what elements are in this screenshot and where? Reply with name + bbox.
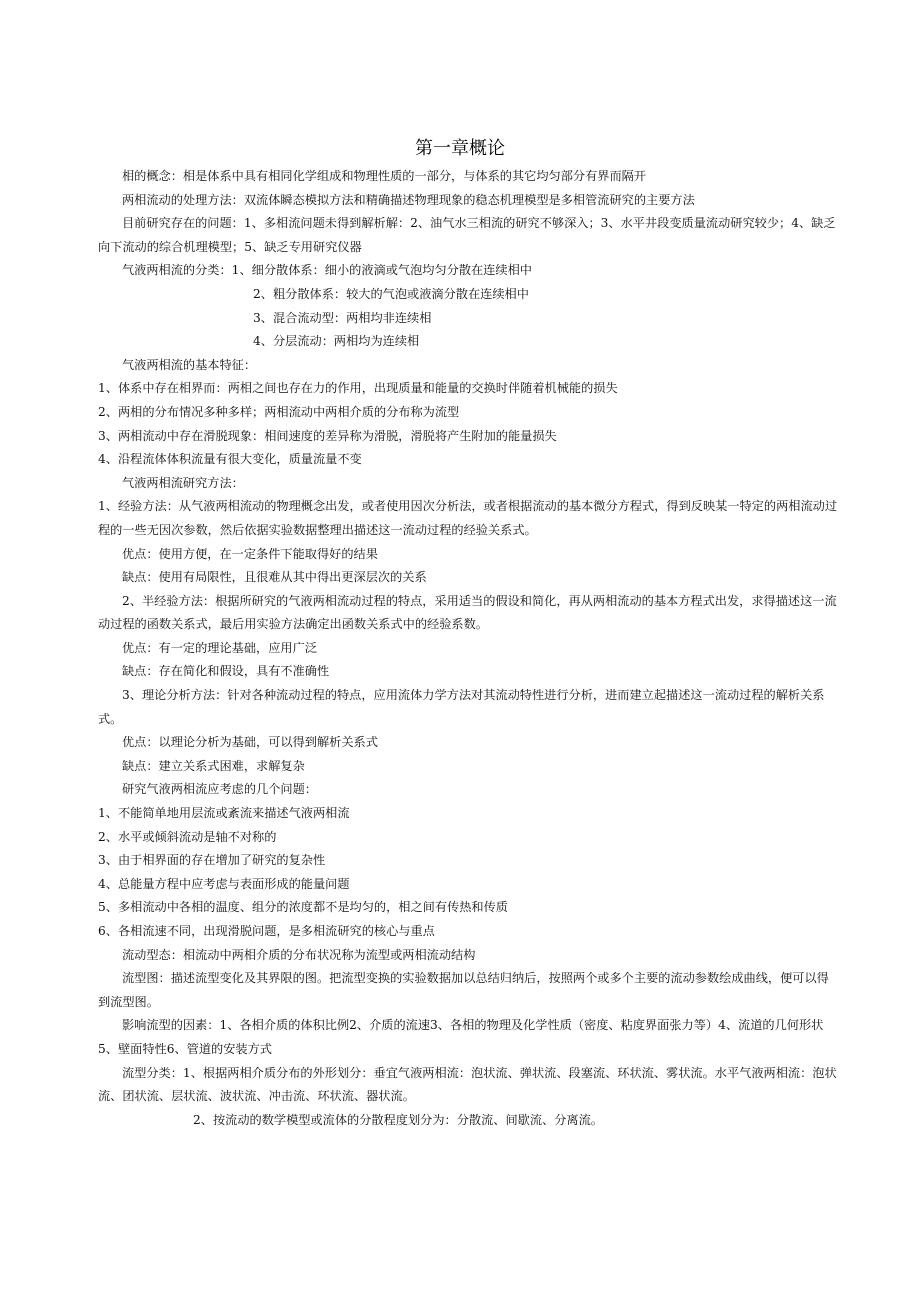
paragraph-feature-4: 4、沿程流体体积流量有很大变化，质量流量不变 xyxy=(98,452,362,467)
paragraph-consideration-4: 4、总能量方程中应考虑与表面形成的能量问题 xyxy=(98,876,350,891)
paragraph-feature-1: 1、体系中存在相界而：两相之间也存在力的作用，出现质量和能量的交换时伴随着机械能的损失 xyxy=(98,381,618,396)
paragraph-influencing-factors: 影响流型的因素：1、各相介质的体积比例2、介质的流速3、各相的物理及化学性质（密度、粘度界面张力等）4、流道的几何形状5、壁面特性6、管道的安装方式 xyxy=(98,1018,824,1056)
paragraph-phase-concept: 相的概念：相是体系中具有相同化学组成和物理性质的一部分，与体系的其它均匀部分有界而隔开 xyxy=(122,169,647,183)
paragraph-theoretical-method: 3、理论分析方法：针对各种流动过程的特点，应用流体力学方法对其流动特性进行分析，进而建立起描述这一流动过程的解析关系式。 xyxy=(98,688,825,726)
paragraph-flow-classification-2: 2、按流动的数学模型或流体的分散程度划分为：分散流、间歇流、分离流。 xyxy=(193,1112,603,1127)
paragraph-empirical-pros: 优点：使用方便，在一定条件下能取得好的结果 xyxy=(122,546,378,561)
paragraph-theoretical-pros: 优点：以理论分析为基础，可以得到解析关系式 xyxy=(122,735,378,750)
paragraph-consideration-3: 3、由于相界面的存在增加了研究的复杂性 xyxy=(98,853,326,868)
paragraph-theoretical-cons: 缺点：建立关系式困难，求解复杂 xyxy=(122,758,305,773)
paragraph-consideration-6: 6、各相流速不同，出现滑脱问题，是多相流研究的核心与重点 xyxy=(98,924,435,938)
paragraph-classification-2: 2、粗分散体系：较大的气泡或液滴分散在连续相中 xyxy=(253,286,529,301)
paragraph-current-problems: 目前研究存在的问题：1、多相流问题未得到解析解：2、油气水三相流的研究不够深入；3、水平井段变质量流动研究较少；4、缺乏向下流动的综合机理模型；5、缺乏专用研究仪器 xyxy=(98,216,836,254)
paragraph-processing-methods: 两相流动的处理方法：双流体瞬态模拟方法和精确描述物理现象的稳态机理模型是多相管流研究的主要方法 xyxy=(122,192,695,207)
paragraph-feature-3: 3、两相流动中存在滑脱现象：相间速度的差异称为滑脱，滑脱将产生附加的能量损失 xyxy=(98,428,557,443)
paragraph-flow-pattern: 流动型态：相流动中两相介质的分布状况称为流型或两相流动结构 xyxy=(122,947,476,962)
paragraph-consideration-2: 2、水平或倾斜流动是轴不对称的 xyxy=(98,829,277,844)
paragraph-empirical-cons: 缺点：使用有局限性，且很难从其中得出更深层次的关系 xyxy=(122,570,427,585)
page-title: 第一章概论 xyxy=(415,138,505,159)
paragraph-flow-pattern-map: 流型图：描述流型变化及其界限的图。把流型变换的实验数据加以总结归纳后，按照两个或多个主要的流动参数绘成曲线，便可以得到流型图。 xyxy=(98,971,829,1009)
paragraph-classification-4: 4、分层流动：两相均为连续相 xyxy=(253,334,420,349)
document-body xyxy=(98,165,838,1132)
paragraph-classification: 气液两相流的分类：1、细分散体系：细小的液滴或气泡均匀分散在连续相中 xyxy=(122,263,532,278)
paragraph-consideration-1: 1、不能简单地用层流或紊流来描述气液两相流 xyxy=(98,806,350,821)
paragraph-feature-2: 2、两相的分布情况多种多样；两相流动中两相介质的分布称为流型 xyxy=(98,404,460,419)
paragraph-considerations-heading: 研究气液两相流应考虑的几个问题： xyxy=(122,782,317,797)
paragraph-semi-empirical-cons: 缺点：存在简化和假设，具有不准确性 xyxy=(122,664,330,679)
paragraph-classification-3: 3、混合流动型：两相均非连续相 xyxy=(253,310,432,325)
paragraph-consideration-5: 5、多相流动中各相的温度、组分的浓度都不是均匀的，相之间有传热和传质 xyxy=(98,900,508,915)
paragraph-semi-empirical-pros: 优点：有一定的理论基础，应用广泛 xyxy=(122,640,317,655)
paragraph-methods-heading: 气液两相流研究方法： xyxy=(122,475,244,490)
paragraph-features-heading: 气液两相流的基本特征： xyxy=(122,357,257,372)
paragraph-empirical-method: 1、经验方法：从气液两相流动的物理概念出发，或者使用因次分析法，或者根据流动的基本微分方程式，得到反映某一特定的两相流动过程的一些无因次参数，然后依据实验数据整理出描述这一流动过程的经验关系式。 xyxy=(98,499,838,537)
paragraph-semi-empirical-method: 2、半经验方法：根据所研究的气液两相流动过程的特点，采用适当的假设和简化，再从两相流动的基本方程式出发，求得描述这一流动过程的函数关系式，最后用实验方法确定出函数关系式中的经验系数。 xyxy=(98,593,837,632)
paragraph-flow-classification: 流型分类：1、根据两相介质分布的外形划分：垂宜气液两相流：泡状流、弹状流、段塞流、环状流、雾状流。水平气液两相流：泡状流、团状流、层状流、波状流、冲击流、环状流、器状流。 xyxy=(98,1065,837,1104)
